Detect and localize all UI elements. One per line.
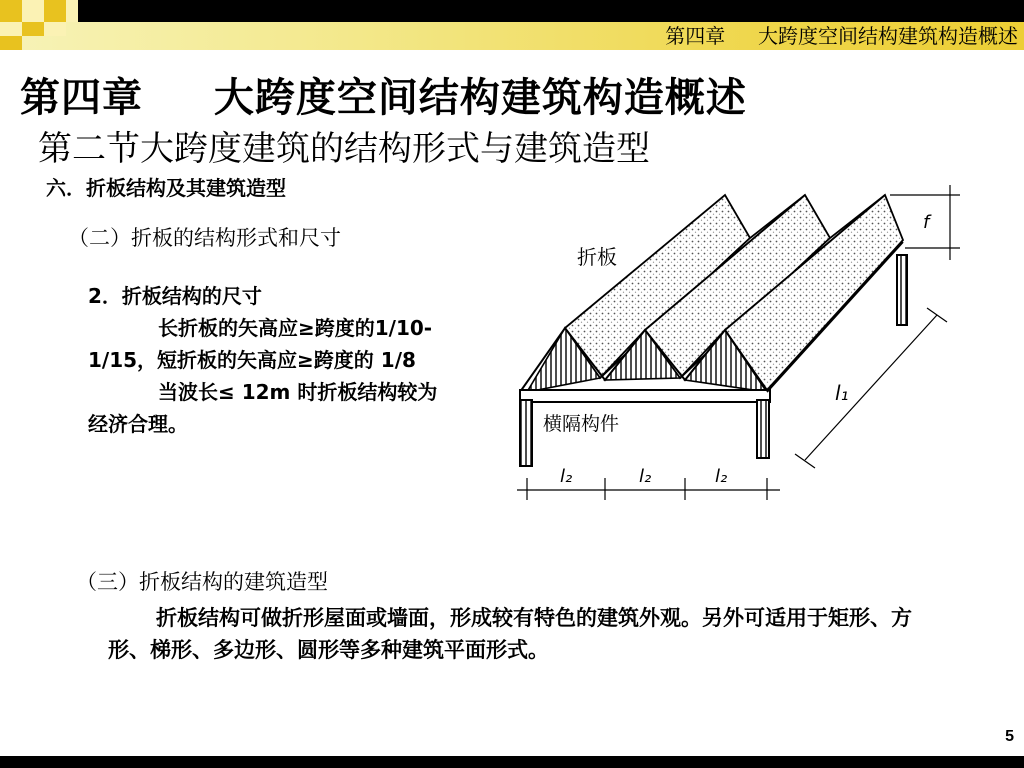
item-2-text-a: 长折板的矢高应≥跨度的1/10-1/15，短折板的矢高应≥跨度的 1/8 — [88, 316, 433, 372]
label-l2-b: l₂ — [639, 466, 652, 487]
label-diaphragm: 横隔构件 — [543, 413, 620, 435]
page-title: 第四章 大跨度空间结构建筑构造概述 — [20, 75, 747, 121]
section-title: 第二节大跨度建筑的结构形式与建筑造型 — [38, 129, 650, 169]
subsection-heading-3: （三）折板结构的建筑造型 — [76, 570, 328, 594]
label-l1: l₁ — [835, 381, 849, 405]
page-number: 5 — [1005, 728, 1014, 745]
item-2-text-b: 当波长≤ 12m 时折板结构较为经济合理。 — [88, 380, 438, 436]
label-l2-c: l₂ — [715, 466, 728, 487]
subsection-heading-6: 六．折板结构及其建筑造型 — [46, 176, 286, 200]
label-plate: 折板 — [577, 245, 617, 269]
header-bar — [0, 0, 1024, 22]
subsection-heading-2: （二）折板的结构形式和尺寸 — [68, 226, 341, 250]
label-l2-a: l₂ — [560, 466, 573, 487]
folded-plate-diagram — [505, 180, 975, 510]
item-2-heading: 2．折板结构的尺寸 — [88, 284, 262, 308]
label-f: f — [923, 212, 930, 233]
footer-bar — [0, 756, 1024, 768]
header-title: 第四章 大跨度空间结构建筑构造概述 — [665, 24, 1018, 48]
subsection-3-body: 折板结构可做折形屋面或墙面，形成较有特色的建筑外观。另外可适用于矩形、方形、梯形、多边形、圆形等多种建筑平面形式。 — [108, 606, 912, 662]
item-2-block — [88, 280, 448, 440]
